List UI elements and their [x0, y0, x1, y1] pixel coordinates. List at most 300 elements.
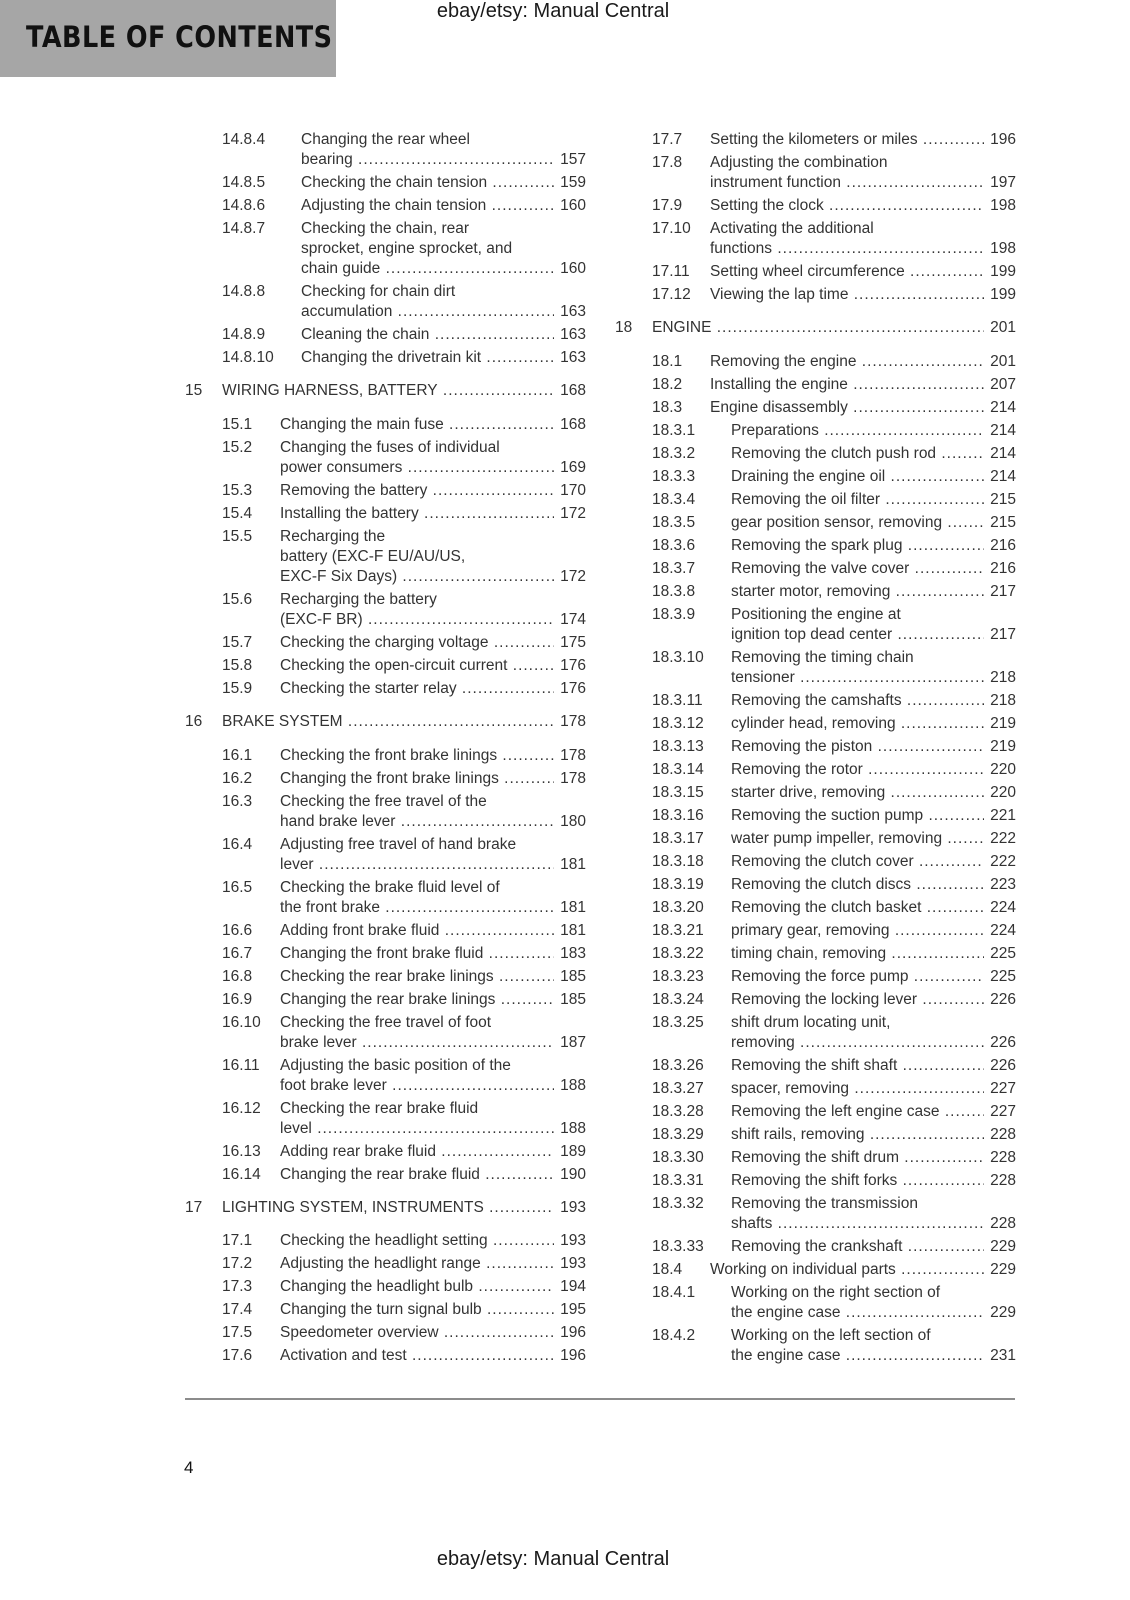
toc-entry-page: 178 — [554, 769, 586, 789]
toc-entry-number: 17.2 — [222, 1255, 253, 1272]
toc-entry[interactable] — [0, 490, 1130, 512]
toc-entry-title: the front brake 181 ..... — [280, 898, 586, 918]
toc-entry-title: Changing the rear wheel — [301, 131, 470, 148]
toc-entry-title: Adding front brake fluid 181 ..... — [280, 921, 586, 941]
toc-entry-page: 196 — [554, 1346, 586, 1366]
toc-entry-page: 228 — [984, 1148, 1016, 1168]
toc-entry-title: sprocket, engine sprocket, and — [301, 240, 513, 257]
toc-entry[interactable] — [0, 737, 1130, 759]
toc-entry-title: Changing the main fuse 168 ..... — [280, 415, 586, 435]
toc-entry-page: 176 — [554, 656, 586, 676]
toc-entry-number: 18.4 — [652, 1261, 683, 1278]
toc-entry-title: Removing the transmission — [731, 1195, 918, 1212]
toc-entry-title: Changing the front brake fluid 183 ..... — [280, 944, 586, 964]
toc-entry[interactable] — [0, 1260, 1130, 1282]
toc-entry[interactable] — [0, 1079, 1130, 1101]
toc-entry-title: Changing the drivetrain kit 163 ..... — [301, 348, 586, 368]
toc-entry-page: 207 — [984, 375, 1016, 395]
toc-entry-title: Changing the fuses of individual — [280, 439, 500, 456]
toc-entry-page: 198 — [984, 196, 1016, 216]
toc-entry-page: 221 — [984, 806, 1016, 826]
toc-entry-page: 189 — [554, 1142, 586, 1162]
toc-entry-title: Viewing the lap time 199 ..... — [710, 285, 1016, 305]
toc-entry-number: 18 — [615, 319, 633, 336]
toc-entry-number: 16.4 — [222, 836, 253, 853]
toc-entry[interactable] — [0, 536, 1130, 558]
toc-entry[interactable] — [0, 1148, 1130, 1170]
toc-entry-title: water pump impeller, removing 222 ..... — [731, 829, 1016, 849]
toc-entry-number: 15 — [185, 382, 203, 399]
toc-entry-title: Checking the chain, rear — [301, 220, 470, 237]
toc-entry-page: 222 — [984, 829, 1016, 849]
toc-entry-number: 18.3.4 — [652, 491, 696, 508]
toc-entry-page: 169 — [554, 458, 586, 478]
toc-entry-title: Recharging the battery — [280, 591, 437, 608]
toc-entry-page: 217 — [984, 582, 1016, 602]
toc-entry-title: Removing the spark plug 216 ..... — [731, 536, 1016, 556]
toc-entry-title: Checking the free travel of the — [280, 793, 487, 810]
toc-entry[interactable] — [0, 285, 1130, 307]
toc-entry-title: Removing the clutch basket 224 ..... — [731, 898, 1016, 918]
toc-entry[interactable] — [0, 806, 1130, 828]
toc-entry-page: 219 — [984, 714, 1016, 734]
toc-entry-page: 185 — [554, 967, 586, 987]
toc-entry-title: Removing the suction pump 221 ..... — [731, 806, 1016, 826]
toc-entry-title: Changing the rear brake fluid 190 ..... — [280, 1165, 586, 1185]
toc-entry-title: Adding rear brake fluid 189 ..... — [280, 1142, 586, 1162]
toc-entry-page: 218 — [984, 668, 1016, 688]
toc-entry-page: 214 — [984, 467, 1016, 487]
toc-entry[interactable] — [0, 944, 1130, 966]
toc-entry[interactable] — [0, 153, 1130, 195]
toc-entry-page: 178 — [554, 746, 586, 766]
toc-entry-number: 17.10 — [652, 220, 691, 237]
toc-entry-number: 18.3.32 — [652, 1195, 704, 1212]
toc-entry-page: 224 — [984, 921, 1016, 941]
toc-entry-page: 227 — [984, 1102, 1016, 1122]
toc-entry-title: Working on the left section of — [731, 1327, 931, 1344]
toc-entry-title: spacer, removing 227 ..... — [731, 1079, 1016, 1099]
toc-entry[interactable] — [0, 829, 1130, 851]
toc-entry-page: 187 — [554, 1033, 586, 1053]
toc-entry-page: 172 — [554, 504, 586, 524]
toc-entry-page: 219 — [984, 737, 1016, 757]
toc-entry-title: accumulation 163 ..... — [301, 302, 586, 322]
toc-entry-title: the engine case 229 ..... — [731, 1303, 1016, 1323]
toc-entry[interactable] — [0, 990, 1130, 1012]
toc-entry-page: 226 — [984, 1033, 1016, 1053]
toc-entry-page: 170 — [554, 481, 586, 501]
toc-entry-title: Removing the left engine case 227 ..... — [731, 1102, 1016, 1122]
toc-entry-title: ignition top dead center 217 ..... — [731, 625, 1016, 645]
toc-entry-page: 201 — [984, 352, 1016, 372]
toc-entry-title: bearing 157 ..... — [301, 150, 586, 170]
toc-entry-title: hand brake lever 180 ..... — [280, 812, 586, 832]
toc-entry-number: 15.2 — [222, 439, 253, 456]
toc-entry[interactable] — [0, 467, 1130, 489]
toc-entry-number: 18.3.16 — [652, 807, 704, 824]
toc-entry[interactable] — [0, 582, 1130, 604]
toc-entry-number: 16.6 — [222, 922, 253, 939]
toc-entry-title: Removing the rotor 220 ..... — [731, 760, 1016, 780]
toc-entry-number: 18.2 — [652, 376, 683, 393]
toc-entry-number: 14.8.6 — [222, 197, 266, 214]
toc-entry-number: 14.8.9 — [222, 326, 266, 343]
toc-entry-page: 160 — [554, 196, 586, 216]
toc-entry[interactable] — [0, 1194, 1130, 1236]
toc-entry[interactable] — [0, 1283, 1130, 1325]
toc-entry-title: instrument function 197 ..... — [710, 173, 1016, 193]
toc-entry-title: Preparations 214 ..... — [731, 421, 1016, 441]
toc-entry-number: 16.11 — [222, 1057, 260, 1074]
toc-entry-title: Draining the engine oil 214 ..... — [731, 467, 1016, 487]
toc-entry[interactable] — [0, 852, 1130, 874]
toc-entry-page: 181 — [554, 898, 586, 918]
toc-entry-title: Engine disassembly 214 ..... — [710, 398, 1016, 418]
toc-entry-page: 157 — [554, 150, 586, 170]
toc-entry-number: 18.3.19 — [652, 876, 704, 893]
toc-entry-title: WIRING HARNESS, BATTERY 168 ..... — [222, 381, 586, 401]
toc-entry-number: 15.6 — [222, 591, 253, 608]
toc-entry-title: (EXC-F BR) 174 ..... — [280, 610, 586, 630]
toc-entry-number: 16.3 — [222, 793, 253, 810]
toc-entry-page: 226 — [984, 990, 1016, 1010]
toc-entry-page: 181 — [554, 921, 586, 941]
toc-entry[interactable] — [0, 196, 1130, 218]
toc-entry-title: power consumers 169 ..... — [280, 458, 586, 478]
toc-entry[interactable] — [0, 219, 1130, 261]
toc-entry[interactable] — [0, 559, 1130, 581]
toc-entry-title: Removing the oil filter 215 ..... — [731, 490, 1016, 510]
toc-entry-page: 172 — [554, 567, 586, 587]
toc-entry-title: Cleaning the chain 163 ..... — [301, 325, 586, 345]
toc-entry-number: 16.13 — [222, 1143, 261, 1160]
toc-entry-number: 16.10 — [222, 1014, 261, 1031]
toc-entry[interactable] — [0, 760, 1130, 782]
toc-entry-page: 215 — [984, 490, 1016, 510]
toc-entry[interactable] — [0, 714, 1130, 736]
toc-entry-number: 15.4 — [222, 505, 253, 522]
toc-entry[interactable] — [0, 1171, 1130, 1193]
toc-entry-number: 17.7 — [652, 131, 683, 148]
toc-entry[interactable] — [0, 513, 1130, 535]
toc-entry-page: 214 — [984, 398, 1016, 418]
toc-entry-title: Installing the engine 207 ..... — [710, 375, 1016, 395]
toc-entry-number: 16.7 — [222, 945, 253, 962]
toc-entry-number: 18.3.13 — [652, 738, 704, 755]
toc-entry-title: Checking the free travel of foot — [280, 1014, 492, 1031]
toc-entry-number: 17 — [185, 1199, 203, 1216]
toc-entry[interactable] — [0, 691, 1130, 713]
toc-entry-page: 197 — [984, 173, 1016, 193]
toc-entry[interactable] — [0, 605, 1130, 647]
toc-entry-title: Removing the clutch cover 222 ..... — [731, 852, 1016, 872]
toc-entry-title: Checking the charging voltage 175 ..... — [280, 633, 586, 653]
toc-entry-number: 18.3.7 — [652, 560, 696, 577]
toc-entry-page: 220 — [984, 783, 1016, 803]
toc-entry-title: Positioning the engine at — [731, 606, 901, 623]
toc-entry-page: 224 — [984, 898, 1016, 918]
toc-entry-page: 196 — [554, 1323, 586, 1343]
toc-entry-number: 16.1 — [222, 747, 253, 764]
toc-entry-page: 194 — [554, 1277, 586, 1297]
toc-entry-title: EXC-F Six Days) 172 ..... — [280, 567, 586, 587]
toc-entry-title: starter drive, removing 220 ..... — [731, 783, 1016, 803]
toc-entry-title: primary gear, removing 224 ..... — [731, 921, 1016, 941]
toc-entry-title: Removing the battery 170 ..... — [280, 481, 586, 501]
toc-entry-title: shift drum locating unit, — [731, 1014, 891, 1031]
toc-entry-number: 16.2 — [222, 770, 253, 787]
toc-entry-number: 18.3.29 — [652, 1126, 704, 1143]
toc-entry-title: Setting the clock 198 ..... — [710, 196, 1016, 216]
toc-entry-number: 18.3.33 — [652, 1238, 704, 1255]
toc-entry[interactable] — [0, 1013, 1130, 1055]
toc-entry[interactable] — [0, 921, 1130, 943]
toc-entry-page: 227 — [984, 1079, 1016, 1099]
toc-entry-page: 160 — [554, 259, 586, 279]
toc-entry-page: 195 — [554, 1300, 586, 1320]
toc-entry-page: 163 — [554, 348, 586, 368]
toc-entry-number: 18.3.21 — [652, 922, 704, 939]
toc-entry-title: Checking the headlight setting 193 ..... — [280, 1231, 586, 1251]
toc-entry-number: 16.14 — [222, 1166, 261, 1183]
toc-entry[interactable] — [0, 875, 1130, 897]
toc-entry-number: 18.1 — [652, 353, 683, 370]
toc-entry-title: Removing the crankshaft 229 ..... — [731, 1237, 1016, 1257]
toc-entry-title: Removing the locking lever 226 ..... — [731, 990, 1016, 1010]
toc-entry-page: 193 — [554, 1198, 586, 1218]
toc-entry-page: 178 — [554, 712, 586, 732]
toc-entry-title: Checking the rear brake fluid — [280, 1100, 479, 1117]
toc-entry-title: Removing the shift drum 228 ..... — [731, 1148, 1016, 1168]
toc-entry-number: 18.3 — [652, 399, 683, 416]
toc-entry-title: Checking the front brake linings 178 ..... — [280, 746, 586, 766]
toc-entry-title: Activating the additional — [710, 220, 874, 237]
toc-entry-title: gear position sensor, removing 215 ..... — [731, 513, 1016, 533]
toc-entry-page: 180 — [554, 812, 586, 832]
toc-entry[interactable] — [0, 1237, 1130, 1259]
toc-entry-title: Checking the brake fluid level of — [280, 879, 500, 896]
toc-entry-page: 214 — [984, 444, 1016, 464]
toc-entry-title: Working on individual parts 229 ..... — [710, 1260, 1016, 1280]
toc-entry-title: Changing the turn signal bulb 195 ..... — [280, 1300, 586, 1320]
toc-entry-number: 14.8.7 — [222, 220, 266, 237]
toc-entry-page: 201 — [984, 318, 1016, 338]
toc-entry-title: Removing the piston 219 ..... — [731, 737, 1016, 757]
toc-entry[interactable] — [0, 648, 1130, 690]
toc-entry-page: 216 — [984, 559, 1016, 579]
toc-entry[interactable] — [0, 1102, 1130, 1124]
toc-entry-page: 229 — [984, 1260, 1016, 1280]
toc-entry-title: Setting wheel circumference 199 ..... — [710, 262, 1016, 282]
toc-entry-number: 14.8.4 — [222, 131, 266, 148]
toc-entry-title: Setting the kilometers or miles 196 ..... — [710, 130, 1016, 150]
toc-entry-page: 218 — [984, 691, 1016, 711]
toc-entry-title: cylinder head, removing 219 ..... — [731, 714, 1016, 734]
toc-entry-title: Adjusting the combination — [710, 154, 888, 171]
toc-entry-page: 223 — [984, 875, 1016, 895]
toc-entry-number: 14.8.10 — [222, 349, 274, 366]
toc-entry-title: Adjusting the basic position of the — [280, 1057, 511, 1074]
toc-entry-title: tensioner 218 ..... — [731, 668, 1016, 688]
toc-entry-number: 17.3 — [222, 1278, 253, 1295]
toc-entry-title: lever 181 ..... — [280, 855, 586, 875]
toc-entry-page: 229 — [984, 1237, 1016, 1257]
toc-entry-title: Changing the front brake linings 178 ..... — [280, 769, 586, 789]
toc-entry-number: 18.3.23 — [652, 968, 704, 985]
toc-entry-title: shafts 228 ..... — [731, 1214, 1016, 1234]
toc-entry-number: 18.3.9 — [652, 606, 696, 623]
toc-entry-number: 16.9 — [222, 991, 253, 1008]
toc-entry[interactable] — [0, 444, 1130, 466]
toc-entry-number: 17.5 — [222, 1324, 253, 1341]
toc-entry-number: 18.3.20 — [652, 899, 704, 916]
toc-entry-page: 199 — [984, 262, 1016, 282]
toc-entry-number: 14.8.8 — [222, 283, 266, 300]
toc-entry-title: Activation and test 196 ..... — [280, 1346, 586, 1366]
toc-entry-number: 17.6 — [222, 1347, 253, 1364]
toc-entry-page: 226 — [984, 1056, 1016, 1076]
toc-entry-page: 216 — [984, 536, 1016, 556]
toc-entry-title: Installing the battery 172 ..... — [280, 504, 586, 524]
toc-entry[interactable] — [0, 375, 1130, 397]
toc-entry-number: 18.3.24 — [652, 991, 704, 1008]
toc-entry-number: 18.3.17 — [652, 830, 704, 847]
toc-entry[interactable] — [0, 967, 1130, 989]
toc-entry-number: 18.4.2 — [652, 1327, 696, 1344]
toc-entry-page: 190 — [554, 1165, 586, 1185]
toc-entry-number: 16 — [185, 713, 203, 730]
toc-entry-page: 193 — [554, 1231, 586, 1251]
toc-entry-page: 229 — [984, 1303, 1016, 1323]
toc-entry-number: 15.5 — [222, 528, 253, 545]
toc-entry[interactable] — [0, 783, 1130, 805]
toc-entry-number: 18.3.27 — [652, 1080, 704, 1097]
toc-entry-title: Adjusting free travel of hand brake — [280, 836, 517, 853]
toc-entry-title: Recharging the — [280, 528, 386, 545]
toc-entry-page: 185 — [554, 990, 586, 1010]
page-title: TABLE OF CONTENTS — [26, 20, 333, 54]
toc-entry-page: 174 — [554, 610, 586, 630]
toc-entry-page: 188 — [554, 1119, 586, 1139]
toc-entry-number: 18.4.1 — [652, 1284, 696, 1301]
toc-entry-number: 18.3.28 — [652, 1103, 704, 1120]
toc-entry-page: 193 — [554, 1254, 586, 1274]
toc-entry-page: 225 — [984, 967, 1016, 987]
toc-entry-title: Adjusting the headlight range 193 ..... — [280, 1254, 586, 1274]
toc-entry-number: 14.8.5 — [222, 174, 266, 191]
toc-entry-number: 18.3.25 — [652, 1014, 704, 1031]
toc-entry-title: starter motor, removing 217 ..... — [731, 582, 1016, 602]
toc-entry-title: Checking the chain tension 159 ..... — [301, 173, 586, 193]
toc-entry-number: 15.9 — [222, 680, 253, 697]
toc-entry-page: 214 — [984, 421, 1016, 441]
toc-entry-title: Removing the timing chain — [731, 649, 914, 666]
toc-entry[interactable] — [0, 421, 1130, 443]
toc-entry-title: Removing the shift forks 228 ..... — [731, 1171, 1016, 1191]
toc-entry-number: 17.1 — [222, 1232, 253, 1249]
toc-entry-number: 18.3.10 — [652, 649, 704, 666]
toc-entry-number: 15.1 — [222, 416, 253, 433]
toc-entry-title: LIGHTING SYSTEM, INSTRUMENTS 193 ..... — [222, 1198, 586, 1218]
toc-entry-number: 18.3.6 — [652, 537, 696, 554]
toc-entry[interactable] — [0, 1125, 1130, 1147]
toc-entry-title: removing 226 ..... — [731, 1033, 1016, 1053]
toc-entry-page: 225 — [984, 944, 1016, 964]
toc-entry-title: Changing the headlight bulb 194 ..... — [280, 1277, 586, 1297]
toc-entry-number: 16.5 — [222, 879, 253, 896]
toc-entry-title: foot brake lever 188 ..... — [280, 1076, 586, 1096]
toc-entry-number: 18.3.18 — [652, 853, 704, 870]
toc-entry-number: 18.3.30 — [652, 1149, 704, 1166]
toc-entry-title: battery (EXC-F EU/AU/US, — [280, 548, 466, 565]
toc-entry[interactable] — [0, 1056, 1130, 1078]
toc-entry-title: Checking the starter relay 176 ..... — [280, 679, 586, 699]
toc-entry[interactable] — [0, 1326, 1130, 1368]
toc-entry-title: ENGINE 201 ..... — [652, 318, 1016, 338]
toc-entry-page: 228 — [984, 1125, 1016, 1145]
toc-entry[interactable] — [0, 898, 1130, 920]
toc-entry-page: 188 — [554, 1076, 586, 1096]
watermark-top: ebay/etsy: Manual Central — [436, 0, 670, 22]
toc-entry-page: 181 — [554, 855, 586, 875]
toc-entry-title: timing chain, removing 225 ..... — [731, 944, 1016, 964]
toc-entry-title: Checking for chain dirt — [301, 283, 456, 300]
toc-entry[interactable] — [0, 262, 1130, 284]
toc-entry-number: 18.3.31 — [652, 1172, 704, 1189]
toc-entry-title: Adjusting the chain tension 160 ..... — [301, 196, 586, 216]
toc-entry-title: Removing the force pump 225 ..... — [731, 967, 1016, 987]
toc-entry-number: 17.4 — [222, 1301, 253, 1318]
toc-entry-title: Changing the rear brake linings 185 ..... — [280, 990, 586, 1010]
toc-entry-number: 18.3.8 — [652, 583, 696, 600]
toc-entry[interactable] — [0, 398, 1130, 420]
toc-entry-page: 220 — [984, 760, 1016, 780]
toc-entry-number: 17.9 — [652, 197, 683, 214]
toc-entry-number: 16.12 — [222, 1100, 261, 1117]
toc-entry-page: 231 — [984, 1346, 1016, 1366]
toc-entry-title: chain guide 160 ..... — [301, 259, 586, 279]
toc-entry-number: 18.3.1 — [652, 422, 696, 439]
toc-entry-number: 18.3.26 — [652, 1057, 704, 1074]
watermark-bottom: ebay/etsy: Manual Central — [436, 1548, 670, 1570]
toc-entry-title: Removing the valve cover 216 ..... — [731, 559, 1016, 579]
toc-entry-title: Checking the rear brake linings 185 ..... — [280, 967, 586, 987]
toc-entry-number: 18.3.2 — [652, 445, 696, 462]
toc-entry-page: 222 — [984, 852, 1016, 872]
toc-entry-number: 18.3.15 — [652, 784, 704, 801]
toc-entry-page: 176 — [554, 679, 586, 699]
footer-divider — [185, 1398, 1015, 1400]
toc-entry-title: shift rails, removing 228 ..... — [731, 1125, 1016, 1145]
toc-entry-number: 15.8 — [222, 657, 253, 674]
toc-entry-number: 18.3.14 — [652, 761, 704, 778]
toc-entry-number: 18.3.3 — [652, 468, 696, 485]
toc-entry-number: 18.3.22 — [652, 945, 704, 962]
toc-entry-number: 15.7 — [222, 634, 253, 651]
toc-entry-number: 17.8 — [652, 154, 683, 171]
toc-entry[interactable] — [0, 352, 1130, 374]
toc-entry-page: 183 — [554, 944, 586, 964]
toc-entry-title: level 188 ..... — [280, 1119, 586, 1139]
toc-entry-number: 17.12 — [652, 286, 691, 303]
toc-entry-number: 15.3 — [222, 482, 253, 499]
toc-chapter-entry[interactable] — [0, 318, 1130, 340]
toc-entry-title: functions 198 ..... — [710, 239, 1016, 259]
toc-entry-number: 18.3.5 — [652, 514, 696, 531]
toc-entry[interactable] — [0, 130, 1130, 152]
toc-entry-title: Removing the shift shaft 226 ..... — [731, 1056, 1016, 1076]
